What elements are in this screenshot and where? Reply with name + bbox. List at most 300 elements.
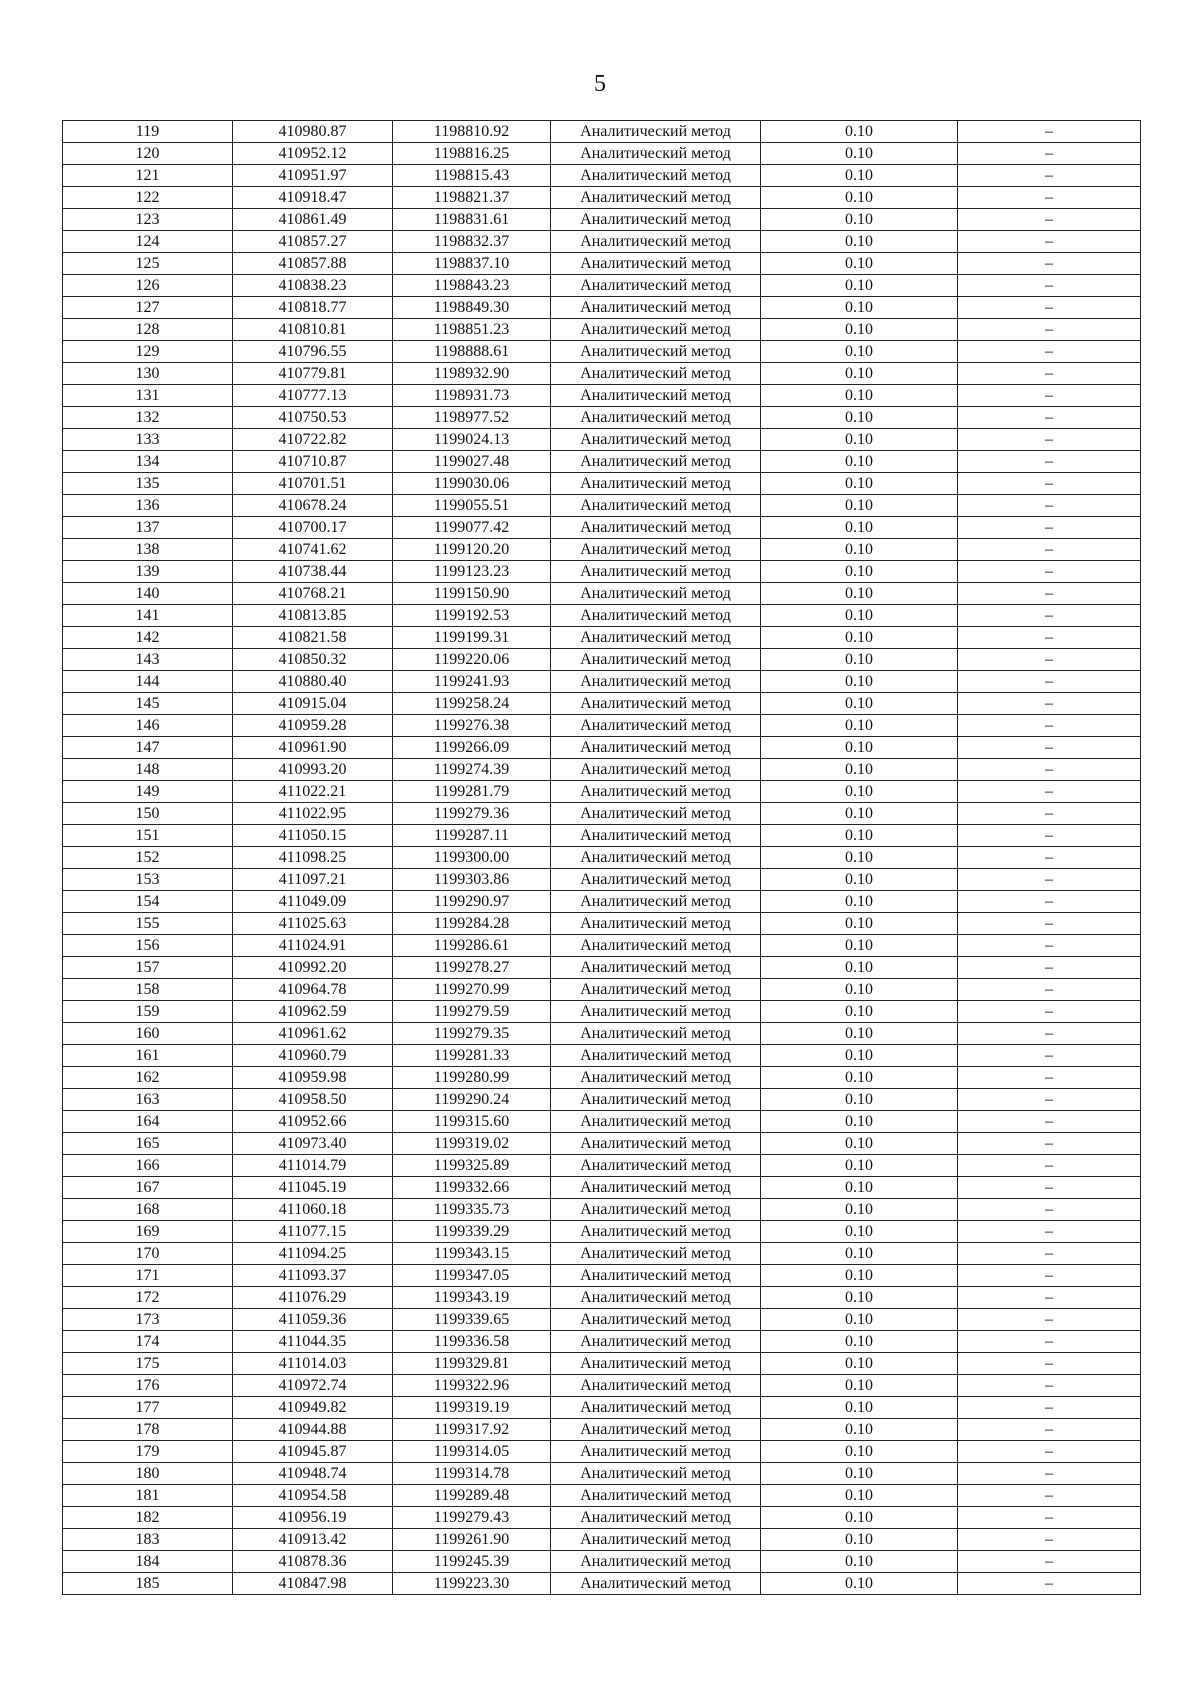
x-coordinate-cell: 410961.90 <box>233 737 393 759</box>
accuracy-cell: 0.10 <box>761 1177 958 1199</box>
description-cell: – <box>958 1353 1141 1375</box>
y-coordinate-cell: 1199024.13 <box>393 429 551 451</box>
point-number-cell: 123 <box>63 209 233 231</box>
point-number-cell: 166 <box>63 1155 233 1177</box>
x-coordinate-cell: 410980.87 <box>233 121 393 143</box>
description-cell: – <box>958 583 1141 605</box>
table-row <box>63 1529 1141 1551</box>
y-coordinate-cell: 1199270.99 <box>393 979 551 1001</box>
point-number-cell: 162 <box>63 1067 233 1089</box>
x-coordinate-cell: 410768.21 <box>233 583 393 605</box>
y-coordinate-cell: 1199284.28 <box>393 913 551 935</box>
point-number-cell: 153 <box>63 869 233 891</box>
accuracy-cell: 0.10 <box>761 1485 958 1507</box>
point-number-cell: 185 <box>63 1573 233 1595</box>
table-row <box>63 1155 1141 1177</box>
x-coordinate-cell: 410701.51 <box>233 473 393 495</box>
accuracy-cell: 0.10 <box>761 451 958 473</box>
table-row <box>63 1045 1141 1067</box>
description-cell: – <box>958 1133 1141 1155</box>
y-coordinate-cell: 1198977.52 <box>393 407 551 429</box>
y-coordinate-cell: 1199319.02 <box>393 1133 551 1155</box>
accuracy-cell: 0.10 <box>761 517 958 539</box>
point-number-cell: 130 <box>63 363 233 385</box>
point-number-cell: 155 <box>63 913 233 935</box>
accuracy-cell: 0.10 <box>761 715 958 737</box>
accuracy-cell: 0.10 <box>761 869 958 891</box>
point-number-cell: 157 <box>63 957 233 979</box>
y-coordinate-cell: 1199241.93 <box>393 671 551 693</box>
table-row <box>63 165 1141 187</box>
method-cell: Аналитический метод <box>551 583 761 605</box>
method-cell: Аналитический метод <box>551 253 761 275</box>
method-cell: Аналитический метод <box>551 231 761 253</box>
point-number-cell: 154 <box>63 891 233 913</box>
x-coordinate-cell: 410810.81 <box>233 319 393 341</box>
description-cell: – <box>958 1529 1141 1551</box>
y-coordinate-cell: 1199261.90 <box>393 1529 551 1551</box>
point-number-cell: 151 <box>63 825 233 847</box>
point-number-cell: 170 <box>63 1243 233 1265</box>
point-number-cell: 138 <box>63 539 233 561</box>
y-coordinate-cell: 1199279.36 <box>393 803 551 825</box>
table-row <box>63 957 1141 979</box>
table-row <box>63 231 1141 253</box>
x-coordinate-cell: 410750.53 <box>233 407 393 429</box>
description-cell: – <box>958 429 1141 451</box>
description-cell: – <box>958 737 1141 759</box>
table-row <box>63 1111 1141 1133</box>
accuracy-cell: 0.10 <box>761 1353 958 1375</box>
description-cell: – <box>958 253 1141 275</box>
method-cell: Аналитический метод <box>551 737 761 759</box>
description-cell: – <box>958 319 1141 341</box>
description-cell: – <box>958 693 1141 715</box>
description-cell: – <box>958 649 1141 671</box>
accuracy-cell: 0.10 <box>761 781 958 803</box>
point-number-cell: 152 <box>63 847 233 869</box>
table-row <box>63 979 1141 1001</box>
x-coordinate-cell: 410878.36 <box>233 1551 393 1573</box>
y-coordinate-cell: 1199287.11 <box>393 825 551 847</box>
point-number-cell: 183 <box>63 1529 233 1551</box>
point-number-cell: 144 <box>63 671 233 693</box>
accuracy-cell: 0.10 <box>761 583 958 605</box>
x-coordinate-cell: 410700.17 <box>233 517 393 539</box>
point-number-cell: 165 <box>63 1133 233 1155</box>
method-cell: Аналитический метод <box>551 341 761 363</box>
y-coordinate-cell: 1198843.23 <box>393 275 551 297</box>
x-coordinate-cell: 411045.19 <box>233 1177 393 1199</box>
method-cell: Аналитический метод <box>551 1551 761 1573</box>
x-coordinate-cell: 410821.58 <box>233 627 393 649</box>
x-coordinate-cell: 410952.12 <box>233 143 393 165</box>
point-number-cell: 132 <box>63 407 233 429</box>
accuracy-cell: 0.10 <box>761 1507 958 1529</box>
accuracy-cell: 0.10 <box>761 759 958 781</box>
table-row <box>63 781 1141 803</box>
table-row <box>63 759 1141 781</box>
point-number-cell: 135 <box>63 473 233 495</box>
method-cell: Аналитический метод <box>551 1199 761 1221</box>
accuracy-cell: 0.10 <box>761 1089 958 1111</box>
method-cell: Аналитический метод <box>551 1177 761 1199</box>
x-coordinate-cell: 410796.55 <box>233 341 393 363</box>
description-cell: – <box>958 891 1141 913</box>
description-cell: – <box>958 1463 1141 1485</box>
method-cell: Аналитический метод <box>551 1507 761 1529</box>
table-row <box>63 1177 1141 1199</box>
description-cell: – <box>958 1155 1141 1177</box>
x-coordinate-cell: 410944.88 <box>233 1419 393 1441</box>
table-row <box>63 1089 1141 1111</box>
x-coordinate-cell: 410959.28 <box>233 715 393 737</box>
accuracy-cell: 0.10 <box>761 825 958 847</box>
method-cell: Аналитический метод <box>551 1265 761 1287</box>
description-cell: – <box>958 407 1141 429</box>
description-cell: – <box>958 165 1141 187</box>
accuracy-cell: 0.10 <box>761 187 958 209</box>
table-row <box>63 539 1141 561</box>
method-cell: Аналитический метод <box>551 1419 761 1441</box>
method-cell: Аналитический метод <box>551 451 761 473</box>
accuracy-cell: 0.10 <box>761 1463 958 1485</box>
accuracy-cell: 0.10 <box>761 561 958 583</box>
point-number-cell: 142 <box>63 627 233 649</box>
method-cell: Аналитический метод <box>551 1001 761 1023</box>
x-coordinate-cell: 411024.91 <box>233 935 393 957</box>
x-coordinate-cell: 410847.98 <box>233 1573 393 1595</box>
description-cell: – <box>958 1067 1141 1089</box>
method-cell: Аналитический метод <box>551 1441 761 1463</box>
y-coordinate-cell: 1198888.61 <box>393 341 551 363</box>
description-cell: – <box>958 1397 1141 1419</box>
x-coordinate-cell: 410857.88 <box>233 253 393 275</box>
accuracy-cell: 0.10 <box>761 1111 958 1133</box>
y-coordinate-cell: 1199314.05 <box>393 1441 551 1463</box>
accuracy-cell: 0.10 <box>761 1287 958 1309</box>
point-number-cell: 174 <box>63 1331 233 1353</box>
x-coordinate-cell: 410678.24 <box>233 495 393 517</box>
y-coordinate-cell: 1199336.58 <box>393 1331 551 1353</box>
accuracy-cell: 0.10 <box>761 253 958 275</box>
description-cell: – <box>958 1243 1141 1265</box>
y-coordinate-cell: 1198831.61 <box>393 209 551 231</box>
description-cell: – <box>958 1177 1141 1199</box>
y-coordinate-cell: 1199303.86 <box>393 869 551 891</box>
x-coordinate-cell: 410964.78 <box>233 979 393 1001</box>
y-coordinate-cell: 1199335.73 <box>393 1199 551 1221</box>
description-cell: – <box>958 363 1141 385</box>
y-coordinate-cell: 1199077.42 <box>393 517 551 539</box>
x-coordinate-cell: 410949.82 <box>233 1397 393 1419</box>
accuracy-cell: 0.10 <box>761 737 958 759</box>
y-coordinate-cell: 1199322.96 <box>393 1375 551 1397</box>
method-cell: Аналитический метод <box>551 209 761 231</box>
method-cell: Аналитический метод <box>551 891 761 913</box>
accuracy-cell: 0.10 <box>761 407 958 429</box>
accuracy-cell: 0.10 <box>761 671 958 693</box>
table-row <box>63 495 1141 517</box>
table-row <box>63 297 1141 319</box>
y-coordinate-cell: 1199315.60 <box>393 1111 551 1133</box>
y-coordinate-cell: 1199347.05 <box>393 1265 551 1287</box>
accuracy-cell: 0.10 <box>761 1133 958 1155</box>
x-coordinate-cell: 411097.21 <box>233 869 393 891</box>
method-cell: Аналитический метод <box>551 539 761 561</box>
point-number-cell: 150 <box>63 803 233 825</box>
method-cell: Аналитический метод <box>551 1243 761 1265</box>
table-row <box>63 121 1141 143</box>
accuracy-cell: 0.10 <box>761 1067 958 1089</box>
table-row <box>63 451 1141 473</box>
method-cell: Аналитический метод <box>551 627 761 649</box>
table-row <box>63 143 1141 165</box>
description-cell: – <box>958 803 1141 825</box>
table-row <box>63 275 1141 297</box>
point-number-cell: 181 <box>63 1485 233 1507</box>
accuracy-cell: 0.10 <box>761 1573 958 1595</box>
point-number-cell: 131 <box>63 385 233 407</box>
y-coordinate-cell: 1199120.20 <box>393 539 551 561</box>
point-number-cell: 128 <box>63 319 233 341</box>
table-row <box>63 869 1141 891</box>
method-cell: Аналитический метод <box>551 385 761 407</box>
table-row <box>63 1309 1141 1331</box>
table-row <box>63 561 1141 583</box>
point-number-cell: 177 <box>63 1397 233 1419</box>
table-row <box>63 1375 1141 1397</box>
method-cell: Аналитический метод <box>551 1089 761 1111</box>
y-coordinate-cell: 1199245.39 <box>393 1551 551 1573</box>
method-cell: Аналитический метод <box>551 913 761 935</box>
table-body <box>63 121 1141 1595</box>
accuracy-cell: 0.10 <box>761 385 958 407</box>
x-coordinate-cell: 410710.87 <box>233 451 393 473</box>
point-number-cell: 126 <box>63 275 233 297</box>
description-cell: – <box>958 561 1141 583</box>
point-number-cell: 178 <box>63 1419 233 1441</box>
accuracy-cell: 0.10 <box>761 1441 958 1463</box>
description-cell: – <box>958 1045 1141 1067</box>
method-cell: Аналитический метод <box>551 671 761 693</box>
table-row <box>63 715 1141 737</box>
y-coordinate-cell: 1198837.10 <box>393 253 551 275</box>
y-coordinate-cell: 1199150.90 <box>393 583 551 605</box>
point-number-cell: 173 <box>63 1309 233 1331</box>
y-coordinate-cell: 1199258.24 <box>393 693 551 715</box>
accuracy-cell: 0.10 <box>761 1529 958 1551</box>
method-cell: Аналитический метод <box>551 1529 761 1551</box>
y-coordinate-cell: 1199343.15 <box>393 1243 551 1265</box>
description-cell: – <box>958 231 1141 253</box>
accuracy-cell: 0.10 <box>761 935 958 957</box>
method-cell: Аналитический метод <box>551 561 761 583</box>
method-cell: Аналитический метод <box>551 803 761 825</box>
point-number-cell: 156 <box>63 935 233 957</box>
table-row <box>63 627 1141 649</box>
method-cell: Аналитический метод <box>551 429 761 451</box>
table-row <box>63 1067 1141 1089</box>
accuracy-cell: 0.10 <box>761 627 958 649</box>
x-coordinate-cell: 411044.35 <box>233 1331 393 1353</box>
method-cell: Аналитический метод <box>551 847 761 869</box>
x-coordinate-cell: 411098.25 <box>233 847 393 869</box>
method-cell: Аналитический метод <box>551 1067 761 1089</box>
y-coordinate-cell: 1199332.66 <box>393 1177 551 1199</box>
point-number-cell: 141 <box>63 605 233 627</box>
accuracy-cell: 0.10 <box>761 1397 958 1419</box>
point-number-cell: 159 <box>63 1001 233 1023</box>
y-coordinate-cell: 1199289.48 <box>393 1485 551 1507</box>
point-number-cell: 124 <box>63 231 233 253</box>
accuracy-cell: 0.10 <box>761 649 958 671</box>
x-coordinate-cell: 410973.40 <box>233 1133 393 1155</box>
description-cell: – <box>958 869 1141 891</box>
y-coordinate-cell: 1199123.23 <box>393 561 551 583</box>
method-cell: Аналитический метод <box>551 979 761 1001</box>
method-cell: Аналитический метод <box>551 407 761 429</box>
point-number-cell: 122 <box>63 187 233 209</box>
point-number-cell: 172 <box>63 1287 233 1309</box>
table-row <box>63 1419 1141 1441</box>
x-coordinate-cell: 411094.25 <box>233 1243 393 1265</box>
accuracy-cell: 0.10 <box>761 1001 958 1023</box>
description-cell: – <box>958 1089 1141 1111</box>
table-row <box>63 1001 1141 1023</box>
description-cell: – <box>958 759 1141 781</box>
y-coordinate-cell: 1199290.24 <box>393 1089 551 1111</box>
description-cell: – <box>958 979 1141 1001</box>
x-coordinate-cell: 410813.85 <box>233 605 393 627</box>
accuracy-cell: 0.10 <box>761 1045 958 1067</box>
description-cell: – <box>958 1287 1141 1309</box>
y-coordinate-cell: 1199274.39 <box>393 759 551 781</box>
description-cell: – <box>958 451 1141 473</box>
table-row <box>63 1441 1141 1463</box>
accuracy-cell: 0.10 <box>761 495 958 517</box>
x-coordinate-cell: 410960.79 <box>233 1045 393 1067</box>
table-row <box>63 385 1141 407</box>
method-cell: Аналитический метод <box>551 1463 761 1485</box>
method-cell: Аналитический метод <box>551 165 761 187</box>
point-number-cell: 160 <box>63 1023 233 1045</box>
point-number-cell: 167 <box>63 1177 233 1199</box>
x-coordinate-cell: 410838.23 <box>233 275 393 297</box>
point-number-cell: 139 <box>63 561 233 583</box>
y-coordinate-cell: 1199319.19 <box>393 1397 551 1419</box>
method-cell: Аналитический метод <box>551 605 761 627</box>
description-cell: – <box>958 1441 1141 1463</box>
y-coordinate-cell: 1199278.27 <box>393 957 551 979</box>
accuracy-cell: 0.10 <box>761 121 958 143</box>
accuracy-cell: 0.10 <box>761 1551 958 1573</box>
table-row <box>63 1573 1141 1595</box>
table-row <box>63 605 1141 627</box>
accuracy-cell: 0.10 <box>761 1155 958 1177</box>
y-coordinate-cell: 1199192.53 <box>393 605 551 627</box>
y-coordinate-cell: 1199280.99 <box>393 1067 551 1089</box>
y-coordinate-cell: 1199343.19 <box>393 1287 551 1309</box>
description-cell: – <box>958 1199 1141 1221</box>
point-number-cell: 133 <box>63 429 233 451</box>
description-cell: – <box>958 495 1141 517</box>
y-coordinate-cell: 1199279.59 <box>393 1001 551 1023</box>
description-cell: – <box>958 605 1141 627</box>
description-cell: – <box>958 143 1141 165</box>
point-number-cell: 164 <box>63 1111 233 1133</box>
y-coordinate-cell: 1198849.30 <box>393 297 551 319</box>
table-row <box>63 429 1141 451</box>
table-row <box>63 1023 1141 1045</box>
accuracy-cell: 0.10 <box>761 319 958 341</box>
method-cell: Аналитический метод <box>551 363 761 385</box>
x-coordinate-cell: 410913.42 <box>233 1529 393 1551</box>
point-number-cell: 120 <box>63 143 233 165</box>
accuracy-cell: 0.10 <box>761 1199 958 1221</box>
method-cell: Аналитический метод <box>551 517 761 539</box>
accuracy-cell: 0.10 <box>761 539 958 561</box>
table-row <box>63 803 1141 825</box>
table-row <box>63 935 1141 957</box>
method-cell: Аналитический метод <box>551 121 761 143</box>
point-number-cell: 136 <box>63 495 233 517</box>
x-coordinate-cell: 411022.95 <box>233 803 393 825</box>
method-cell: Аналитический метод <box>551 1287 761 1309</box>
accuracy-cell: 0.10 <box>761 957 958 979</box>
page-number: 5 <box>594 71 606 97</box>
x-coordinate-cell: 411050.15 <box>233 825 393 847</box>
coordinates-table <box>62 120 1141 1595</box>
x-coordinate-cell: 410992.20 <box>233 957 393 979</box>
description-cell: – <box>958 1485 1141 1507</box>
description-cell: – <box>958 627 1141 649</box>
accuracy-cell: 0.10 <box>761 847 958 869</box>
method-cell: Аналитический метод <box>551 1485 761 1507</box>
y-coordinate-cell: 1199281.33 <box>393 1045 551 1067</box>
y-coordinate-cell: 1199220.06 <box>393 649 551 671</box>
x-coordinate-cell: 411014.79 <box>233 1155 393 1177</box>
method-cell: Аналитический метод <box>551 759 761 781</box>
table-row <box>63 1133 1141 1155</box>
description-cell: – <box>958 781 1141 803</box>
point-number-cell: 127 <box>63 297 233 319</box>
accuracy-cell: 0.10 <box>761 1243 958 1265</box>
point-number-cell: 184 <box>63 1551 233 1573</box>
y-coordinate-cell: 1199030.06 <box>393 473 551 495</box>
accuracy-cell: 0.10 <box>761 143 958 165</box>
x-coordinate-cell: 410961.62 <box>233 1023 393 1045</box>
accuracy-cell: 0.10 <box>761 605 958 627</box>
description-cell: – <box>958 1331 1141 1353</box>
y-coordinate-cell: 1199223.30 <box>393 1573 551 1595</box>
point-number-cell: 176 <box>63 1375 233 1397</box>
method-cell: Аналитический метод <box>551 649 761 671</box>
table-row <box>63 847 1141 869</box>
y-coordinate-cell: 1199300.00 <box>393 847 551 869</box>
table-row <box>63 825 1141 847</box>
y-coordinate-cell: 1199317.92 <box>393 1419 551 1441</box>
method-cell: Аналитический метод <box>551 781 761 803</box>
table-row <box>63 1243 1141 1265</box>
table-row <box>63 1199 1141 1221</box>
table-row <box>63 1485 1141 1507</box>
accuracy-cell: 0.10 <box>761 1419 958 1441</box>
description-cell: – <box>958 847 1141 869</box>
description-cell: – <box>958 1507 1141 1529</box>
description-cell: – <box>958 1573 1141 1595</box>
point-number-cell: 179 <box>63 1441 233 1463</box>
